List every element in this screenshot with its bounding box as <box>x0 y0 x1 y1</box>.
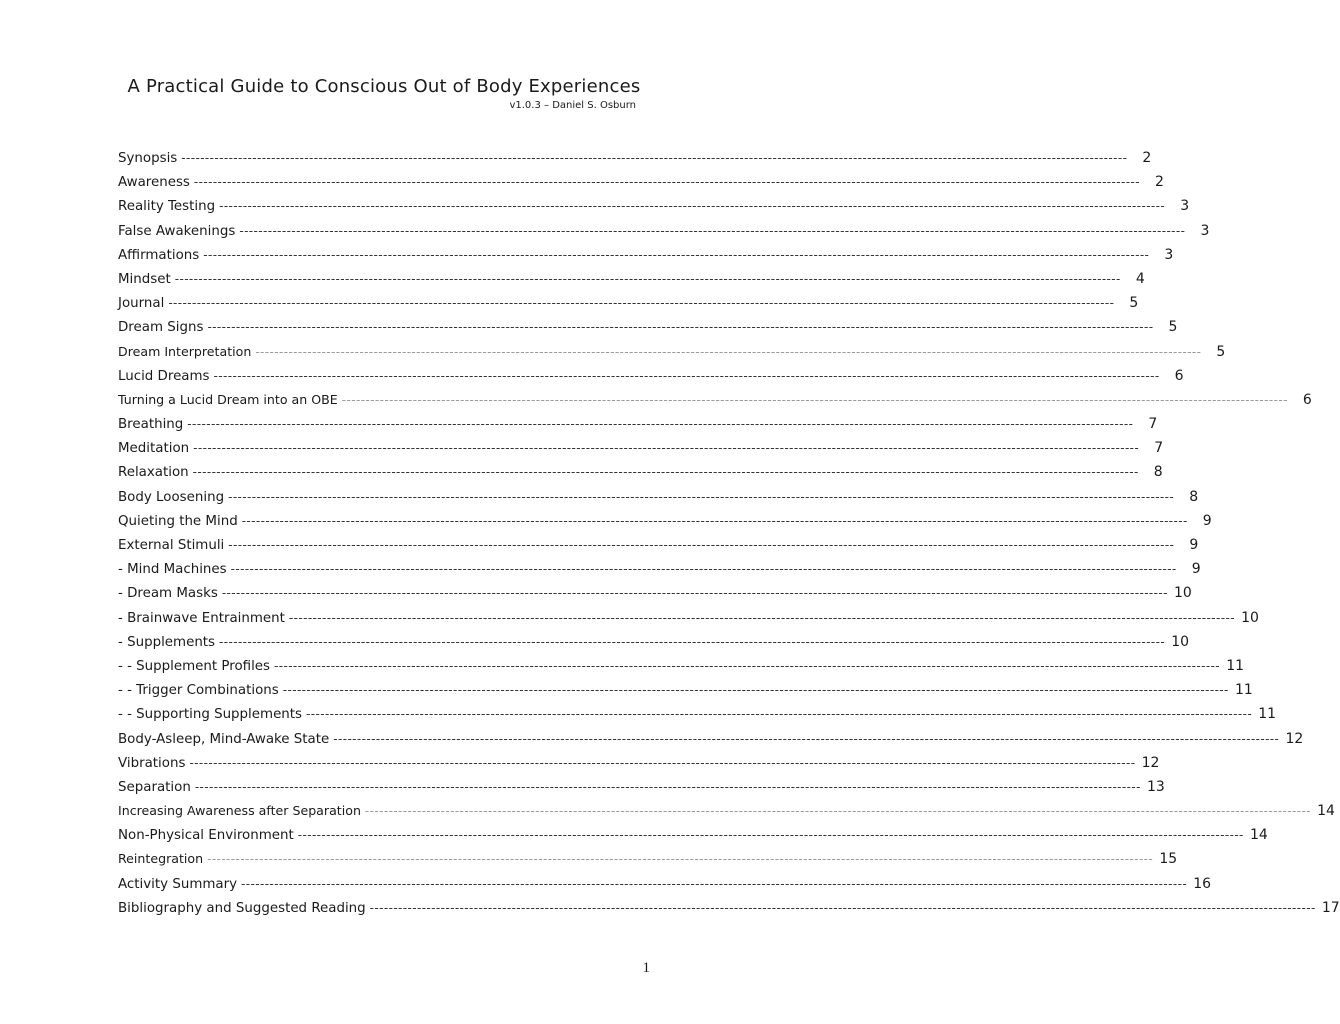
toc-entry <box>118 267 1145 291</box>
toc-entry-leader: -------------------------------------------------------------------------------------------------------------------------------------------------------------------------------------------------------- <box>230 562 1177 577</box>
toc-entry-page: 2 <box>1155 174 1164 191</box>
toc-entry <box>118 388 1312 412</box>
toc-entry-page: 16 <box>1193 875 1212 892</box>
toc-entry-leader: -------------------------------------------------------------------------------------------------------------------------------------------------------------------------------------------------------- <box>194 779 1141 794</box>
toc-entry-label: Meditation <box>118 441 190 457</box>
toc-entry <box>118 291 1139 315</box>
toc-entry-leader: -------------------------------------------------------------------------------------------------------------------------------------------------------------------------------------------------------- <box>174 271 1121 286</box>
toc-entry-page: 10 <box>1171 633 1190 650</box>
toc-entry-page: 7 <box>1148 416 1158 433</box>
toc-entry-page: 11 <box>1234 682 1253 699</box>
toc-entry-page: 5 <box>1216 343 1226 360</box>
toc-entry <box>118 557 1201 581</box>
toc-entry-label: Increasing Awareness after Separation <box>118 803 361 819</box>
toc-entry-leader: -------------------------------------------------------------------------------------------------------------------------------------------------------------------------------------------------------- <box>181 151 1128 165</box>
toc-entry-page: 6 <box>1302 391 1312 408</box>
toc-entry-label: Body Loosening <box>118 489 225 505</box>
toc-entry-page: 10 <box>1241 609 1259 626</box>
toc-entry-page: 9 <box>1191 561 1201 578</box>
toc-entry <box>118 170 1164 194</box>
toc-entry-leader: -------------------------------------------------------------------------------------------------------------------------------------------------------------------------------------------------------- <box>228 489 1175 504</box>
toc-entry-leader: -------------------------------------------------------------------------------------------------------------------------------------------------------------------------------------------------------- <box>193 441 1140 456</box>
toc-entry-label: - - Supporting Supplements <box>118 707 303 723</box>
toc-entry-label: External Stimuli <box>118 538 225 553</box>
toc-entry-label: Mindset <box>118 271 171 287</box>
toc-entry <box>118 315 1178 339</box>
toc-entry-leader: -------------------------------------------------------------------------------------------------------------------------------------------------------------------------------------------------------- <box>189 755 1136 770</box>
toc-entry-page: 15 <box>1159 851 1178 868</box>
toc-entry-label: - Dream Masks <box>118 586 218 602</box>
toc-entry <box>118 219 1210 243</box>
toc-entry-label: Reintegration <box>118 851 204 867</box>
toc-entry <box>118 412 1158 436</box>
toc-entry-page: 12 <box>1141 754 1160 771</box>
toc-entry-leader: -------------------------------------------------------------------------------------------------------------------------------------------------------------------------------------------------------- <box>213 368 1160 383</box>
toc-entry-label: Separation <box>118 779 191 795</box>
toc-entry <box>118 630 1190 654</box>
toc-entry <box>118 194 1190 218</box>
toc-entry-page: 14 <box>1317 803 1335 820</box>
toc-entry-leader: -------------------------------------------------------------------------------------------------------------------------------------------------------------------------------------------------------- <box>288 610 1235 625</box>
toc-entry <box>118 243 1174 267</box>
toc-entry-label: Journal <box>118 296 165 312</box>
toc-entry-page: 2 <box>1142 150 1152 166</box>
toc-entry-label: Turning a Lucid Dream into an OBE <box>118 391 338 407</box>
toc-entry-page: 13 <box>1147 778 1165 795</box>
toc-entry-page: 4 <box>1135 270 1145 287</box>
toc-entry-label: False Awakenings <box>118 223 236 239</box>
toc-entry-label: Reality Testing <box>118 199 216 215</box>
toc-entry-label: Relaxation <box>118 465 189 481</box>
toc-entry-leader: -------------------------------------------------------------------------------------------------------------------------------------------------------------------------------------------------------- <box>282 683 1229 698</box>
toc-entry-page: 8 <box>1189 488 1199 505</box>
toc-entry-page: 9 <box>1202 512 1212 529</box>
toc-entry-leader: -------------------------------------------------------------------------------------------------------------------------------------------------------------------------------------------------------- <box>241 513 1188 528</box>
toc-entry-leader: -------------------------------------------------------------------------------------------------------------------------------------------------------------------------------------------------------- <box>255 344 1202 359</box>
toc-entry-label: Awareness <box>118 175 190 191</box>
toc-entry <box>118 702 1277 726</box>
document-subtitle: v1.0.3 – Daniel S. Osburn <box>509 100 636 111</box>
toc-entry-leader: -------------------------------------------------------------------------------------------------------------------------------------------------------------------------------------------------------- <box>241 876 1188 891</box>
toc-entry-page: 3 <box>1200 222 1210 239</box>
toc-entry-page: 14 <box>1249 827 1268 844</box>
toc-entry-leader: -------------------------------------------------------------------------------------------------------------------------------------------------------------------------------------------------------- <box>168 296 1115 311</box>
toc-entry <box>118 581 1192 605</box>
toc-entry-leader: -------------------------------------------------------------------------------------------------------------------------------------------------------------------------------------------------------- <box>221 586 1168 601</box>
toc-entry-label: - - Trigger Combinations <box>118 683 279 699</box>
toc-entry <box>118 533 1199 557</box>
toc-entry-page: 12 <box>1285 730 1304 747</box>
toc-entry <box>118 485 1199 509</box>
toc-entry-leader: -------------------------------------------------------------------------------------------------------------------------------------------------------------------------------------------------------- <box>207 320 1154 335</box>
toc-entry-page: 3 <box>1180 198 1190 215</box>
toc-entry-label: - Mind Machines <box>118 562 227 578</box>
toc-entry-leader: -------------------------------------------------------------------------------------------------------------------------------------------------------------------------------------------------------- <box>219 199 1166 214</box>
toc-entry <box>118 823 1268 847</box>
toc-entry-page: 5 <box>1129 295 1139 312</box>
toc-entry <box>118 799 1335 823</box>
toc-entry-leader: -------------------------------------------------------------------------------------------------------------------------------------------------------------------------------------------------------- <box>364 804 1311 819</box>
toc-entry-label: Vibrations <box>118 755 186 771</box>
toc-entry-label: Bibliography and Suggested Reading <box>118 900 366 916</box>
toc-entry-leader: -------------------------------------------------------------------------------------------------------------------------------------------------------------------------------------------------------- <box>333 731 1280 746</box>
toc-entry-leader: -------------------------------------------------------------------------------------------------------------------------------------------------------------------------------------------------------- <box>306 707 1253 722</box>
toc-entry-leader: -------------------------------------------------------------------------------------------------------------------------------------------------------------------------------------------------------- <box>239 223 1186 238</box>
toc-entry-page: 10 <box>1174 585 1192 602</box>
toc-entry-label: Activity Summary <box>118 876 238 892</box>
toc-entry <box>118 896 1340 920</box>
toc-entry-leader: -------------------------------------------------------------------------------------------------------------------------------------------------------------------------------------------------------- <box>219 634 1166 649</box>
toc-entry-label: Breathing <box>118 417 184 433</box>
toc-entry <box>118 460 1163 484</box>
toc-entry <box>118 340 1226 364</box>
toc-entry-label: Body-Asleep, Mind-Awake State <box>118 731 330 747</box>
toc-entry <box>118 509 1212 533</box>
document-title: A Practical Guide to Conscious Out of Body Experiences <box>127 76 641 97</box>
toc-entry-leader: -------------------------------------------------------------------------------------------------------------------------------------------------------------------------------------------------------- <box>297 828 1244 843</box>
toc-entry-leader: -------------------------------------------------------------------------------------------------------------------------------------------------------------------------------------------------------- <box>228 538 1175 552</box>
toc-entry-label: Dream Signs <box>118 320 204 336</box>
toc-entry-label: Synopsis <box>118 151 178 166</box>
toc-entry-label: - - Supplement Profiles <box>118 658 271 674</box>
toc-entry-page: 11 <box>1226 657 1245 674</box>
toc-entry-label: - Brainwave Entrainment <box>118 610 285 626</box>
toc-entry <box>118 751 1160 775</box>
toc-entry <box>118 436 1164 460</box>
toc-entry-label: Quieting the Mind <box>118 513 238 529</box>
toc-entry-label: Lucid Dreams <box>118 368 210 384</box>
toc-entry-label: Affirmations <box>118 247 200 263</box>
toc-entry <box>118 847 1178 871</box>
toc-entry-label: - Supplements <box>118 634 216 650</box>
toc-entry-leader: -------------------------------------------------------------------------------------------------------------------------------------------------------------------------------------------------------- <box>203 247 1150 262</box>
toc-entry-page: 5 <box>1168 319 1178 336</box>
toc-entry-page: 3 <box>1164 246 1174 263</box>
toc-entry <box>118 678 1253 702</box>
toc-entry <box>118 775 1165 799</box>
toc-entry-leader: -------------------------------------------------------------------------------------------------------------------------------------------------------------------------------------------------------- <box>192 465 1139 480</box>
toc-entry-page: 7 <box>1154 440 1164 457</box>
toc-entry <box>118 654 1245 678</box>
page-number: 1 <box>642 960 650 976</box>
toc-entry-leader: -------------------------------------------------------------------------------------------------------------------------------------------------------------------------------------------------------- <box>193 175 1140 190</box>
toc-entry-leader: -------------------------------------------------------------------------------------------------------------------------------------------------------------------------------------------------------- <box>369 900 1316 915</box>
table-of-contents <box>118 146 1340 920</box>
toc-entry <box>118 146 1152 170</box>
toc-entry <box>118 727 1304 751</box>
toc-entry <box>118 606 1259 630</box>
toc-entry-leader: -------------------------------------------------------------------------------------------------------------------------------------------------------------------------------------------------------- <box>274 658 1221 673</box>
toc-entry-page: 6 <box>1174 367 1184 384</box>
toc-entry-label: Dream Interpretation <box>118 343 252 359</box>
toc-entry-leader: -------------------------------------------------------------------------------------------------------------------------------------------------------------------------------------------------------- <box>341 392 1288 407</box>
toc-entry-label: Non-Physical Environment <box>118 828 294 844</box>
toc-entry-page: 11 <box>1258 706 1277 723</box>
toc-entry-page: 9 <box>1189 537 1199 553</box>
toc-entry-leader: -------------------------------------------------------------------------------------------------------------------------------------------------------------------------------------------------------- <box>207 852 1154 867</box>
toc-entry-page: 8 <box>1153 464 1163 481</box>
toc-entry <box>118 364 1184 388</box>
toc-entry-leader: -------------------------------------------------------------------------------------------------------------------------------------------------------------------------------------------------------- <box>187 417 1134 432</box>
toc-entry-page: 17 <box>1321 899 1340 916</box>
toc-entry <box>118 872 1212 896</box>
